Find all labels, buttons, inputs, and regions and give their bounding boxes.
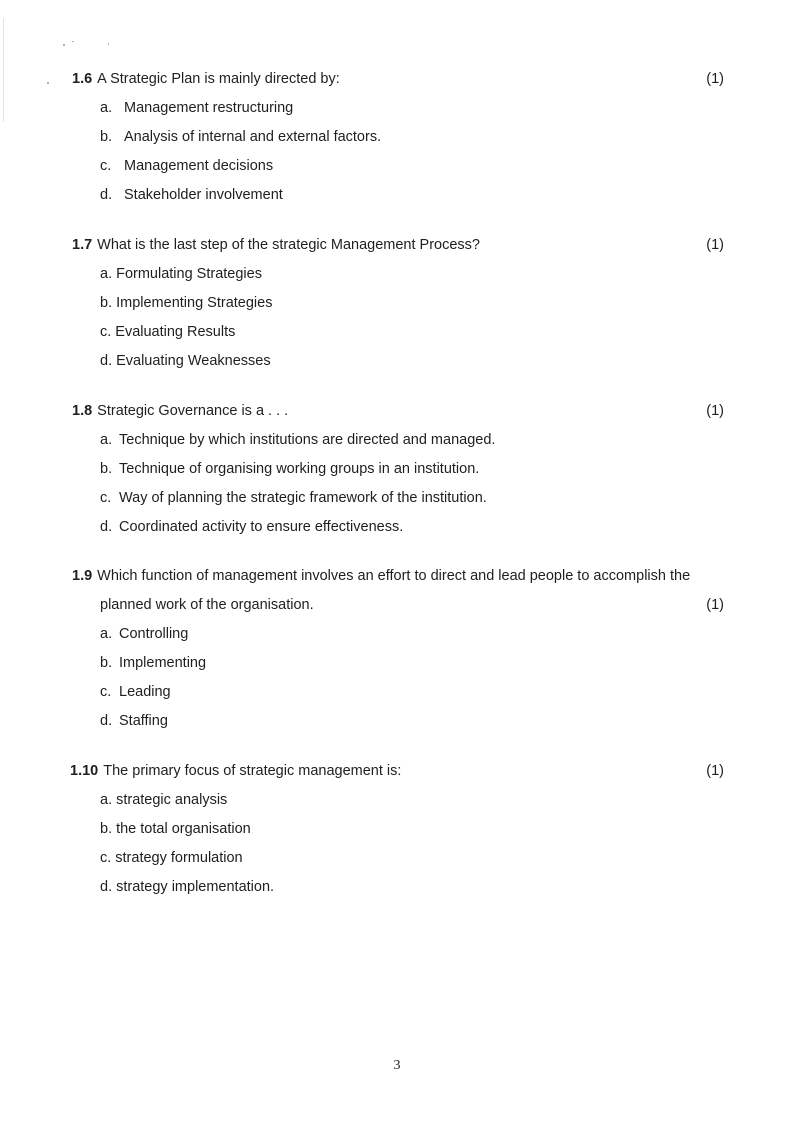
option-letter: d. — [100, 879, 113, 895]
question-text: Strategic Governance is a . . . — [97, 403, 289, 419]
option-b — [100, 653, 206, 673]
option-letter: a. — [100, 100, 113, 116]
option-letter: d. — [100, 353, 113, 369]
option-c — [100, 488, 487, 508]
page-number: 3 — [393, 1058, 401, 1073]
option-text: Technique of organising working groups in an institution. — [119, 461, 480, 477]
question-text: What is the last step of the strategic Management Process? — [97, 237, 480, 253]
option-text: Stakeholder involvement — [124, 187, 283, 203]
option-text: Evaluating Weaknesses — [116, 353, 271, 369]
question-stem — [72, 401, 724, 421]
option-text: Evaluating Results — [115, 324, 236, 340]
option-letter: a. — [100, 792, 113, 808]
option-text: Leading — [119, 684, 171, 700]
question-number: 1.7 — [72, 237, 93, 253]
option-text: Staffing — [119, 713, 168, 729]
option-text: Implementing Strategies — [116, 295, 273, 311]
option-letter: b. — [100, 461, 113, 477]
option-letter: b. — [100, 821, 113, 837]
option-letter: b. — [100, 295, 113, 311]
scan-speck — [72, 41, 74, 42]
option-text: strategy formulation — [115, 850, 243, 866]
option-text: Coordinated activity to ensure effectiveness. — [119, 519, 404, 535]
scan-speck — [63, 44, 65, 46]
question-text: A Strategic Plan is mainly directed by: — [97, 71, 340, 87]
option-text: Controlling — [119, 626, 189, 642]
option-text: strategic analysis — [116, 792, 228, 808]
option-b — [100, 293, 272, 313]
option-b — [100, 819, 251, 839]
option-c — [100, 322, 235, 342]
option-a — [100, 264, 262, 284]
option-text: Analysis of internal and external factors. — [124, 129, 382, 145]
option-c — [100, 848, 243, 868]
option-letter: d. — [100, 187, 113, 203]
question-number: 1.6 — [72, 71, 93, 87]
option-letter: c. — [100, 324, 112, 340]
option-text: Formulating Strategies — [116, 266, 262, 282]
question-stem — [72, 69, 724, 89]
option-text: strategy implementation. — [116, 879, 275, 895]
option-letter: a. — [100, 266, 113, 282]
question-stem — [72, 235, 724, 255]
option-text: Technique by which institutions are directed and managed. — [119, 432, 496, 448]
option-b — [100, 127, 381, 147]
scan-edge-mark — [3, 18, 4, 122]
option-a — [100, 790, 227, 810]
question-number: 1.10 — [70, 763, 99, 779]
option-d — [100, 351, 271, 371]
option-a — [100, 98, 293, 118]
option-a — [100, 624, 188, 644]
option-letter: b. — [100, 655, 113, 671]
scan-speck — [47, 82, 49, 84]
question-stem — [70, 761, 724, 781]
question-number: 1.9 — [72, 568, 93, 584]
option-c — [100, 156, 273, 176]
option-d — [100, 711, 168, 731]
option-letter: b. — [100, 129, 113, 145]
option-d — [100, 517, 403, 537]
option-a — [100, 430, 495, 450]
question-number: 1.8 — [72, 403, 93, 419]
question-text-continuation: planned work of the organisation. — [100, 597, 314, 613]
option-letter: c. — [100, 850, 112, 866]
question-marks: (1) — [706, 763, 724, 779]
question-text: The primary focus of strategic management is: — [103, 763, 402, 779]
option-d — [100, 877, 274, 897]
option-text: Management decisions — [124, 158, 274, 174]
question-marks: (1) — [706, 71, 724, 87]
option-text: Way of planning the strategic framework of the institution. — [119, 490, 487, 506]
option-letter: a. — [100, 432, 113, 448]
question-marks: (1) — [706, 403, 724, 419]
question-text: Which function of management involves an effort to direct and lead people to accomplish the — [97, 568, 691, 584]
question-marks: (1) — [706, 237, 724, 253]
option-letter: d. — [100, 519, 113, 535]
scan-speck — [108, 43, 109, 45]
option-c — [100, 682, 171, 702]
option-letter: c. — [100, 490, 112, 506]
option-text: Implementing — [119, 655, 207, 671]
option-letter: d. — [100, 713, 113, 729]
option-d — [100, 185, 283, 205]
option-letter: c. — [100, 158, 112, 174]
option-letter: c. — [100, 684, 112, 700]
option-letter: a. — [100, 626, 113, 642]
question-marks: (1) — [706, 597, 724, 613]
option-text: the total organisation — [116, 821, 251, 837]
option-text: Management restructuring — [124, 100, 294, 116]
question-stem — [72, 566, 724, 586]
option-b — [100, 459, 479, 479]
